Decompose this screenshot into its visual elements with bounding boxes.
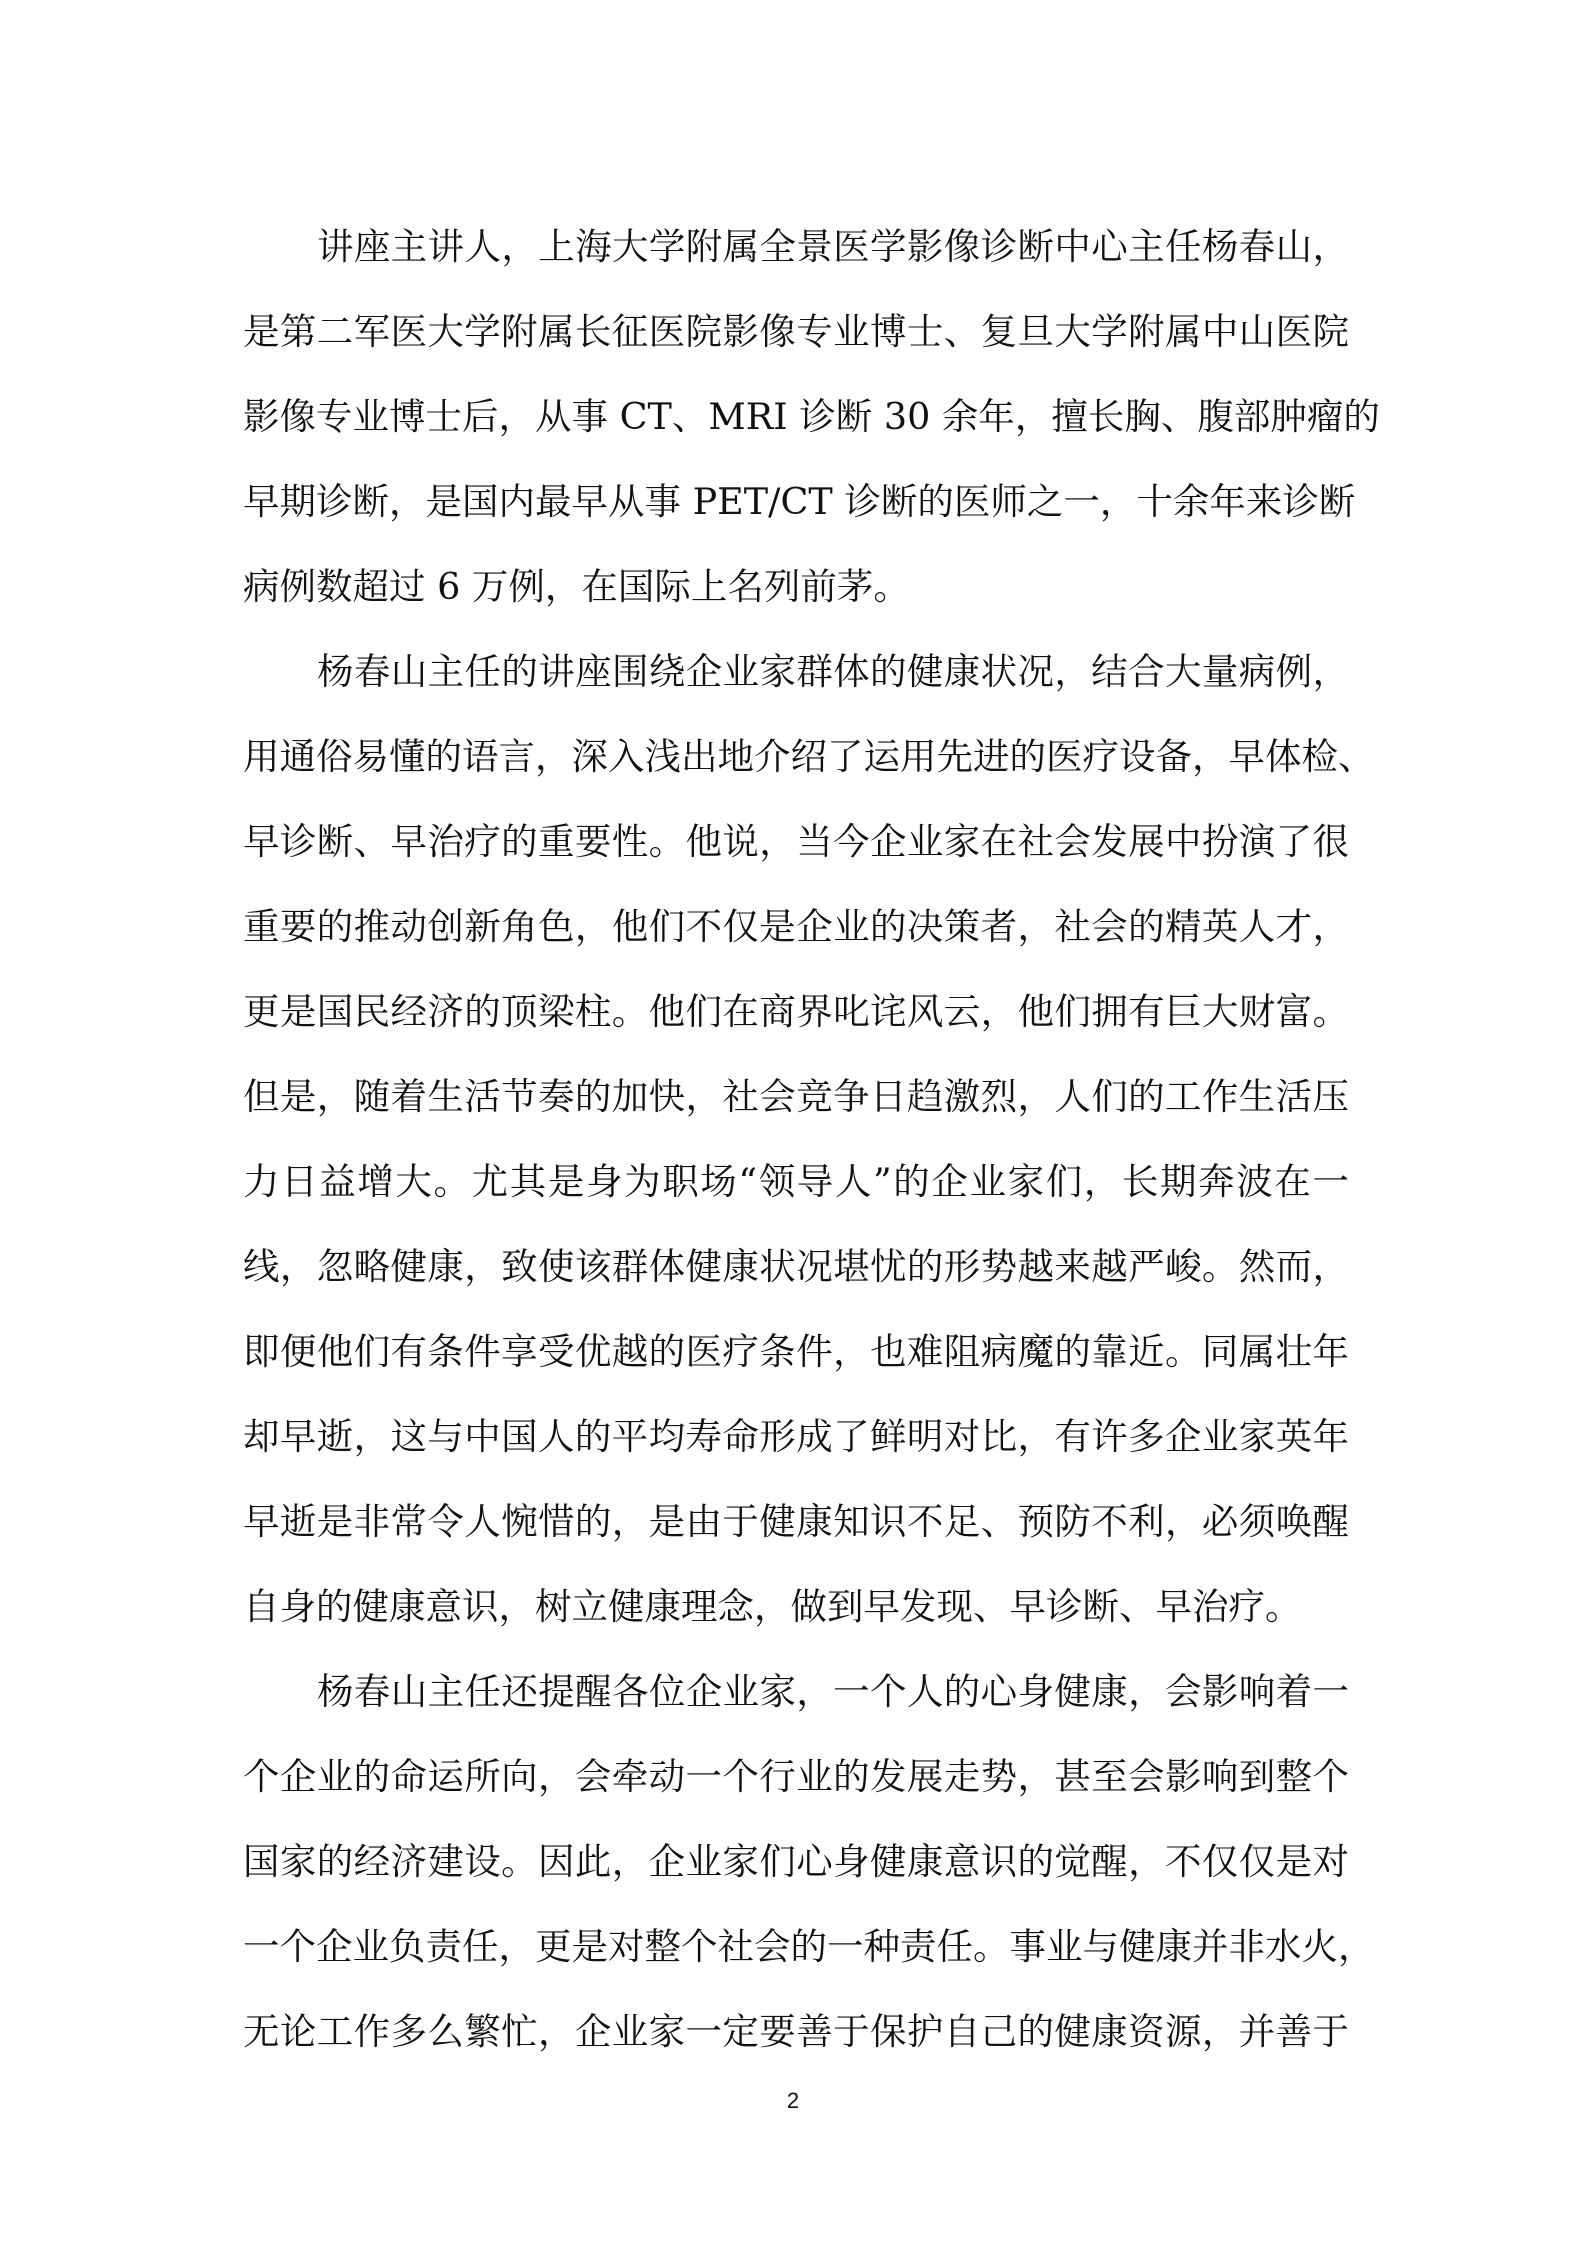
text-line: 影像专业博士后，从事 CT、MRI 诊断 30 余年，擅长胸、腹部肿瘤的	[243, 395, 1380, 438]
text-line: 早逝是非常令人惋惜的，是由于健康知识不足、预防不利，必须唤醒	[243, 1500, 1349, 1543]
text-line: 用通俗易懂的语言，深入浅出地介绍了运用先进的医疗设备，早体检、	[243, 735, 1375, 778]
text-line: 更是国民经济的顶梁柱。他们在商界叱诧风云，他们拥有巨大财富。	[243, 990, 1349, 1033]
paragraph-3	[243, 1649, 1375, 2074]
text-line: 早诊断、早治疗的重要性。他说，当今企业家在社会发展中扮演了很	[243, 820, 1349, 863]
text-line: 国家的经济建设。因此，企业家们心身健康意识的觉醒，不仅仅是对	[243, 1840, 1349, 1883]
text-line: 早期诊断，是国内最早从事 PET/CT 诊断的医师之一，十余年来诊断	[243, 480, 1356, 523]
text-line: 即便他们有条件享受优越的医疗条件，也难阻病魔的靠近。同属壮年	[243, 1330, 1349, 1373]
paragraph-2	[243, 629, 1375, 1649]
paragraph-1	[243, 204, 1380, 629]
text-line: 杨春山主任还提醒各位企业家，一个人的心身健康，会影响着一	[317, 1670, 1349, 1713]
text-line: 自身的健康意识，树立健康理念，做到早发现、早诊断、早治疗。	[243, 1585, 1302, 1628]
text-line: 一个企业负责任，更是对整个社会的一种责任。事业与健康并非水火，	[243, 1925, 1375, 1968]
text-line: 力日益增大。尤其是身为职场“领导人”的企业家们，长期奔波在一	[243, 1160, 1349, 1203]
text-line: 病例数超过 6 万例，在国际上名列前茅。	[243, 565, 910, 608]
text-line: 但是，随着生活节奏的加快，社会竞争日趋激烈，人们的工作生活压	[243, 1075, 1349, 1118]
text-line: 重要的推动创新角色，他们不仅是企业的决策者，社会的精英人才，	[243, 905, 1349, 948]
text-line: 无论工作多么繁忙，企业家一定要善于保护自己的健康资源，并善于	[243, 2010, 1349, 2053]
body-text	[243, 204, 1380, 2074]
text-line: 个企业的命运所向，会牵动一个行业的发展走势，甚至会影响到整个	[243, 1755, 1349, 1798]
page-number: 2	[786, 2088, 800, 2113]
text-line: 线，忽略健康，致使该群体健康状况堪忧的形势越来越严峻。然而，	[243, 1245, 1349, 1288]
text-line: 是第二军医大学附属长征医院影像专业博士、复旦大学附属中山医院	[243, 310, 1349, 353]
text-line: 讲座主讲人，上海大学附属全景医学影像诊断中心主任杨春山，	[317, 225, 1349, 268]
text-line: 杨春山主任的讲座围绕企业家群体的健康状况，结合大量病例，	[317, 650, 1349, 693]
text-line: 却早逝，这与中国人的平均寿命形成了鲜明对比，有许多企业家英年	[243, 1415, 1349, 1458]
